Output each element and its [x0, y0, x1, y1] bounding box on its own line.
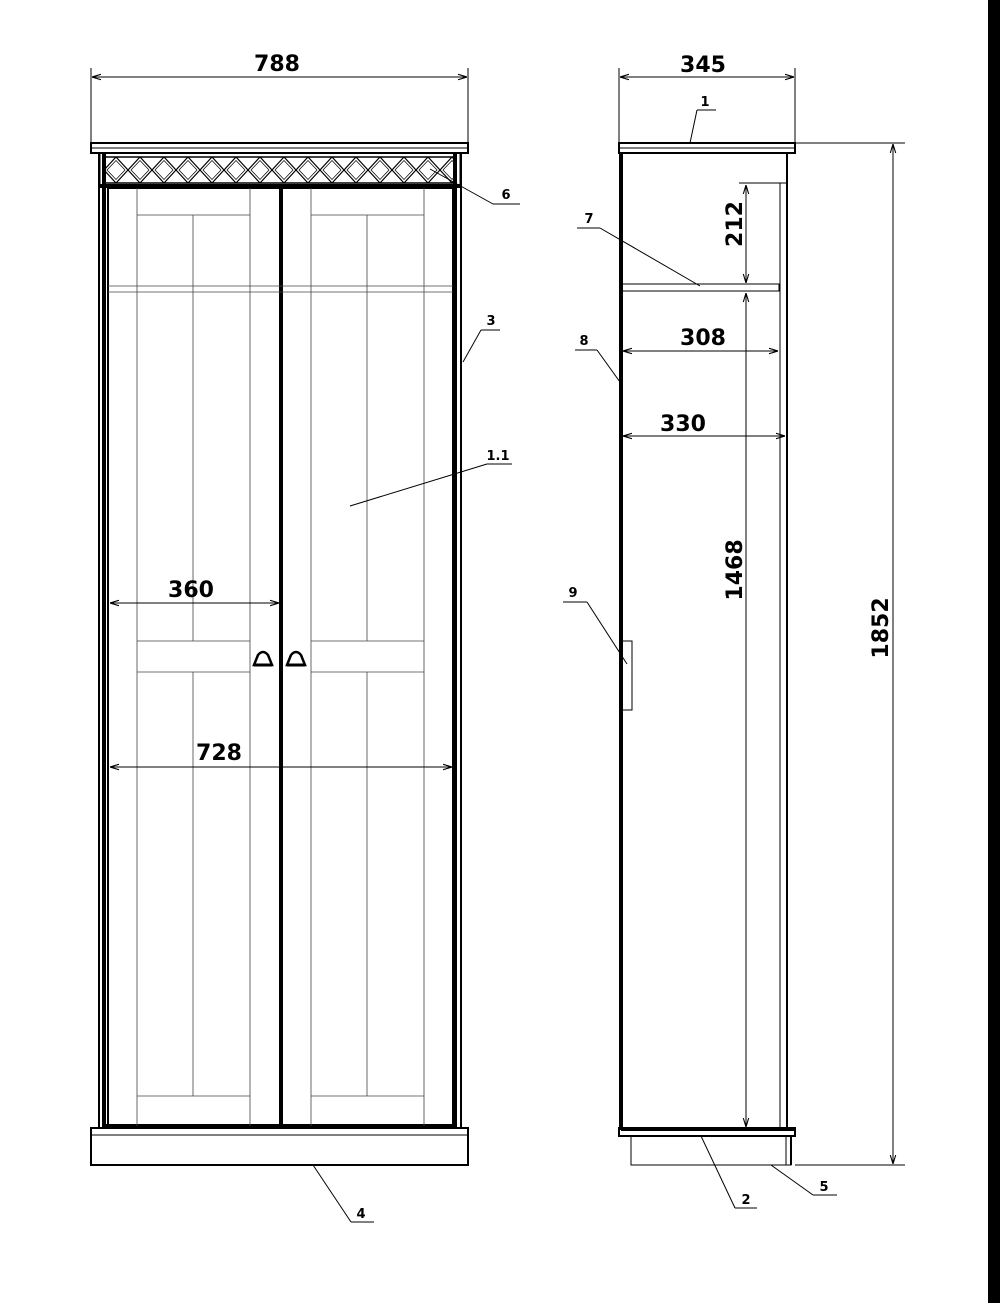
dim-overall-width [91, 52, 468, 143]
callout-label-1-1: 1.1 [486, 449, 510, 464]
callout-label-1: 1 [700, 95, 710, 110]
callout-side-panel [463, 314, 500, 362]
dim-label-inner-height: 1468 [723, 539, 748, 601]
callout-door [350, 449, 512, 506]
side-plinth [619, 1128, 795, 1165]
dim-label-inner-depth: 330 [660, 412, 706, 437]
side-view [563, 53, 905, 1208]
front-cornice [91, 143, 468, 153]
side-shelf [621, 284, 779, 291]
callout-back-panel [771, 1165, 837, 1195]
dim-label-overall-height: 1852 [869, 597, 894, 659]
callout-label-2: 2 [741, 1193, 751, 1208]
dim-label-inner-width: 728 [196, 741, 242, 766]
right-edge-bar [988, 0, 1000, 1303]
callout-plinth [313, 1165, 374, 1222]
callout-top-panel [690, 95, 716, 143]
callout-label-6: 6 [501, 188, 511, 203]
callout-label-5: 5 [819, 1180, 829, 1195]
dim-label-depth: 345 [680, 53, 726, 78]
dim-inner-depth [623, 412, 785, 437]
dim-shelf-depth [623, 326, 778, 351]
dim-label-overall-width: 788 [254, 52, 300, 77]
callout-shelf [577, 212, 700, 286]
front-view [91, 52, 520, 1222]
dim-overall-height [795, 143, 905, 1165]
front-doors [104, 186, 455, 1128]
side-top-panel [619, 143, 795, 153]
dim-shelf-gap [723, 185, 748, 283]
callout-label-7: 7 [584, 212, 594, 227]
callout-side [575, 334, 620, 382]
callout-handle [563, 586, 627, 664]
callout-label-3: 3 [486, 314, 496, 329]
front-plinth [91, 1128, 468, 1165]
dim-label-shelf-depth: 308 [680, 326, 726, 351]
decorative-frieze [100, 153, 460, 186]
side-carcass [621, 153, 795, 1130]
dim-door-width [110, 578, 279, 603]
dim-label-door-width: 360 [168, 578, 214, 603]
callout-label-8: 8 [579, 334, 589, 349]
callout-label-4: 4 [356, 1207, 366, 1222]
dim-label-shelf-gap: 212 [723, 201, 748, 247]
callout-bottom [701, 1136, 757, 1208]
callout-label-9: 9 [568, 586, 578, 601]
dim-inner-height [723, 293, 748, 1127]
